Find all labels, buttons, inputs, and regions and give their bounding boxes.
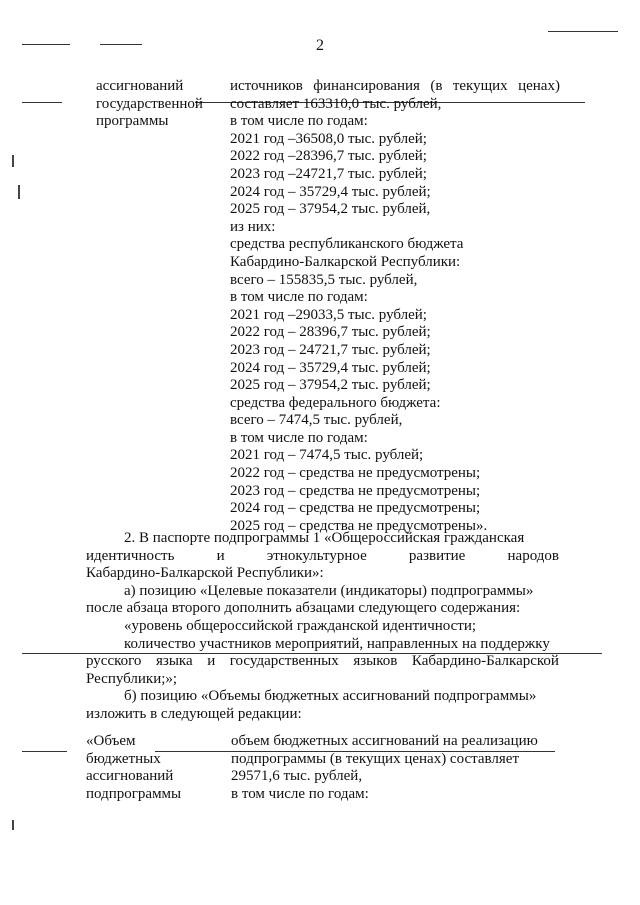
block1-label-column [96,78,226,131]
text-line: 2022 год – средства не предусмотрены; [230,465,481,482]
text-line: 2023 год – средства не предусмотрены; [230,482,481,499]
label-line: бюджетных [86,750,161,767]
paragraph-line: Кабардино-Балкарской Республики»: [86,565,324,582]
scan-mark [18,185,20,199]
scan-line [100,44,142,45]
scan-mark [12,820,14,830]
paragraph-line: изложить в следующей редакции: [86,705,302,722]
scan-mark [12,155,14,167]
paragraph-line: 2. В паспорте подпрограммы 1 «Общероссийская гражданская [124,530,525,546]
label-line: ассигнований [96,78,184,94]
text-line: в том числе по годам: [230,289,368,306]
text-line: 2025 год – средства не предусмотрены». [230,517,488,534]
text-line: Кабардино-Балкарской Республики: [230,253,461,270]
text-line: 2025 год – 37954,2 тыс. рублей; [230,377,431,394]
label-line: подпрограммы [86,785,182,802]
text-line: в том числе по годам: [231,785,369,802]
word: и [207,653,216,670]
text-line: 2022 год – 28396,7 тыс. рублей; [230,324,431,341]
word: (в [430,78,443,94]
text-line: 2024 год – 35729,4 тыс. рублей; [230,183,431,200]
text-line: 2024 год – средства не предусмотрены; [230,500,481,517]
label-line: программы [96,113,169,130]
text-line: 2023 год – 24721,7 тыс. рублей; [230,341,431,358]
block2-label-column [86,733,226,803]
text-line: 2025 год – 37954,2 тыс. рублей, [230,201,431,218]
word: народов [507,547,559,564]
word: финансирования [313,78,420,94]
block2-value-column [231,733,551,803]
word: идентичность [86,547,175,564]
word: языка [156,653,193,670]
text-line: средства республиканского бюджета [230,236,464,253]
scan-line [22,102,62,103]
justified-line [230,78,560,96]
text-line: подпрограммы (в текущих ценах) составляет [231,750,520,767]
block1-value-column [230,78,560,535]
text-line: объем бюджетных ассигнований на реализацию [231,733,538,749]
text-line: в том числе по годам: [230,429,368,446]
text-line: 2023 год –24721,7 тыс. рублей; [230,165,427,182]
word: языков [353,653,398,670]
word: источников [230,78,303,94]
text-line: 2021 год –36508,0 тыс. рублей; [230,130,427,147]
text-line: 29571,6 тыс. рублей, [231,768,363,785]
word: Кабардино-Балкарской [411,653,559,670]
word: этнокультурное [266,547,367,564]
paragraph-line: количество участников мероприятий, направленных на поддержку [124,635,550,652]
label-line: «Объем [86,733,136,749]
text-line: 2024 год – 35729,4 тыс. рублей; [230,359,431,376]
text-line: в том числе по годам: [230,113,368,130]
paragraph-line: «уровень общероссийской гражданской идентичности; [124,617,477,634]
word: русского [86,653,142,670]
scan-line [22,751,67,752]
page-number: 2 [316,37,324,54]
word: государственных [229,653,339,670]
text-line: 2021 год – 7474,5 тыс. рублей; [230,447,424,464]
paragraph-line: а) позицию «Целевые показатели (индикаторы) подпрограммы» [124,582,534,599]
label-line: ассигнований [86,768,174,785]
text-line: всего – 155835,5 тыс. рублей, [230,271,418,288]
text-line: составляет 163310,0 тыс. рублей, [230,95,442,112]
text-line: 2021 год –29033,5 тыс. рублей; [230,306,427,323]
paragraph-line: Республики;»; [86,670,178,687]
word: и [216,547,225,564]
paragraph-line: после абзаца второго дополнить абзацами следующего содержания: [86,600,521,617]
text-line: 2022 год –28396,7 тыс. рублей; [230,148,427,165]
justified-line [86,653,559,671]
word: развитие [408,547,466,564]
text-line: средства федерального бюджета: [230,394,441,411]
justified-line [86,548,559,566]
word: ценах) [518,78,560,94]
word: текущих [452,78,508,94]
text-line: всего – 7474,5 тыс. рублей, [230,412,403,429]
scan-line [548,31,618,32]
text-line: из них: [230,218,276,235]
paragraph-line: б) позицию «Объемы бюджетных ассигнований подпрограммы» [124,688,537,705]
label-line: государственной [96,95,203,112]
scan-line [22,44,70,45]
body-text [86,530,559,724]
